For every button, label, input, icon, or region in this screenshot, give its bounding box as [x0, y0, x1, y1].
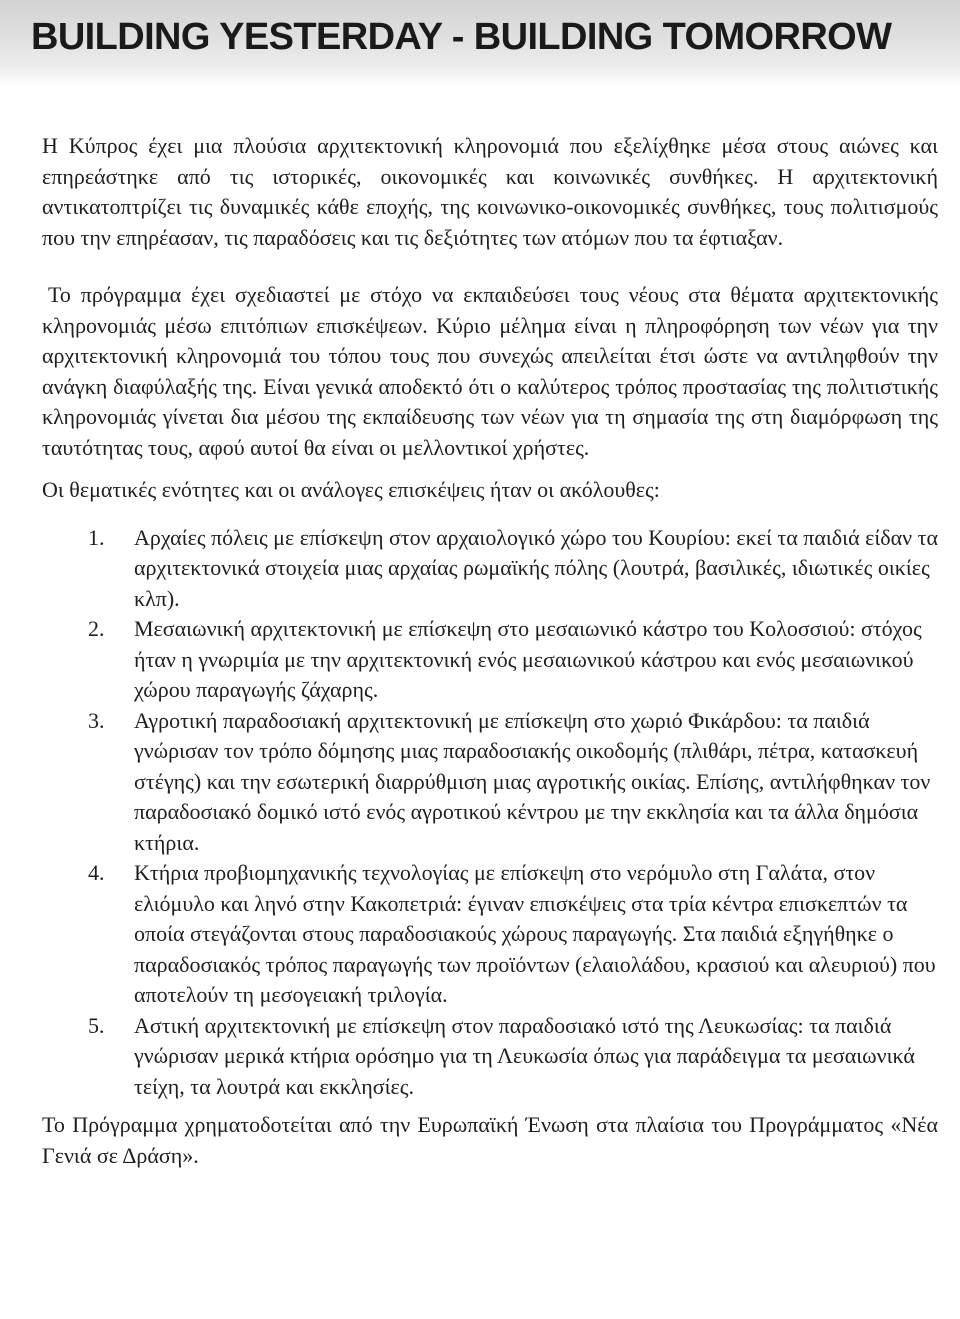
topics-intro-paragraph: Οι θεματικές ενότητες και οι ανάλογες επισκέψεις ήταν οι ακόλουθες: [42, 477, 660, 502]
topic-text: Κτήρια προβιομηχανικής τεχνολογίας με επίσκεψη στο νερόμυλο στη Γαλάτα, στον ελιόμυλο και ληνό στην Κακοπετριά: έγιναν επισκέψεις στα τρία κέντρα επισκεπτών τα οποία στεγάζονται στους παραδοσιακούς χώρους παραγωγής. Στα παιδιά εξηγήθηκε ο παραδοσιακός τρόπος παραγωγής των προϊόντων (ελαιολάδου, κρασιού και αλευριού) που αποτελούν τη μεσογειακή τριλογία. [134, 860, 936, 1007]
topic-item [42, 858, 938, 1011]
topic-text: Αγροτική παραδοσιακή αρχιτεκτονική με επίσκεψη στο χωριό Φικάρδου: τα παιδιά γνώρισαν τον τρόπο δόμησης μιας παραδοσιακής οικοδομής (πλιθάρι, πέτρα, κατασκευή στέγης) και την εσωτερική διαρρύθμιση μιας αγροτικής οικίας. Επίσης, αντιλήφθηκαν τον παραδοσιακό δομικό ιστό ενός αγροτικού κέντρου με την εκκλησία και τα άλλα δημόσια κτήρια. [134, 707, 931, 855]
topic-item [42, 523, 938, 615]
topic-item [42, 706, 938, 859]
title-band [0, 0, 960, 86]
topic-number: 3. [88, 707, 105, 733]
document-body [42, 131, 938, 1171]
topic-item [42, 614, 938, 706]
intro-paragraph: Η Κύπρος έχει μια πλούσια αρχιτεκτονική κληρονομιά που εξελίχθηκε μέσα στους αιώνες και επηρεάστηκε από τις ιστορικές, οικονομικές και κοινωνικές συνθήκες. Η αρχιτεκτονική αντικατοπτρίζει τις δυναμικές κάθε εποχής, της κοινωνικο-οικονομικές συνθήκες, τους πολιτισμούς που την επηρέασαν, τις παραδόσεις και τις δεξιότητες των ατόμων που τα έφτιαξαν. [42, 133, 938, 250]
topic-text: Αρχαίες πόλεις με επίσκεψη στον αρχαιολογικό χώρο του Κουρίου: εκεί τα παιδιά είδαν τα αρχιτεκτονικά στοιχεία μιας αρχαίας ρωμαϊκής πόλης (λουτρά, βασιλικές, ιδιωτικές οικίες κλπ). [134, 524, 938, 611]
topic-number: 4. [88, 860, 105, 885]
page-title: BUILDING YESTERDAY - BUILDING TOMORROW [31, 16, 892, 58]
topic-text: Αστική αρχιτεκτονική με επίσκεψη στον παραδοσιακό ιστό της Λευκωσίας: τα παιδιά γνώρισαν μερικά κτήρια ορόσημο για τη Λευκωσία όπως για παράδειγμα τα μεσαιωνικά τείχη, τα λουτρά και εκκλησίες. [134, 1012, 915, 1099]
funding-note: Το Πρόγραμμα χρηματοδοτείται από την Ευρωπαϊκή Ένωση στα πλαίσια του Προγράμματος «Νέα Γενιά σε Δράση». [42, 1112, 938, 1168]
topic-number: 2. [88, 616, 105, 641]
topic-text: Μεσαιωνική αρχιτεκτονική με επίσκεψη στο μεσαιωνικό κάστρο του Κολοσσιού: στόχος ήταν η γνωριμία με την αρχιτεκτονική ενός μεσαιωνικού κάστρου και ενός μεσαιωνικού χώρου παραγωγής ζάχαρης. [134, 616, 922, 702]
topic-item [42, 1011, 938, 1103]
topic-list [42, 523, 938, 1103]
topic-number: 1. [88, 524, 105, 550]
topic-number: 5. [88, 1012, 105, 1038]
program-paragraph: Το πρόγραμμα έχει σχεδιαστεί με στόχο να εκπαιδεύσει τους νέους στα θέματα αρχιτεκτονικής κληρονομιάς μέσω επιτόπιων επισκέψεων. Κύριο μέλημα είναι η πληροφόρηση των νέων για την αρχιτεκτονική κληρονομιά του τόπου τους που συνεχώς απειλείται έτσι ώστε να αντιληφθούν την ανάγκη διαφύλαξής της. Είναι γενικά αποδεκτό ότι ο καλύτερος τρόπος προστασίας της πολιτιστικής κληρονομιάς γίνεται δια μέσου της εκπαίδευσης των νέων για τη σημασία της στη διαμόρφωση της ταυτότητας τους, αφού αυτοί θα είναι οι μελλοντικοί χρήστες. [42, 282, 938, 460]
